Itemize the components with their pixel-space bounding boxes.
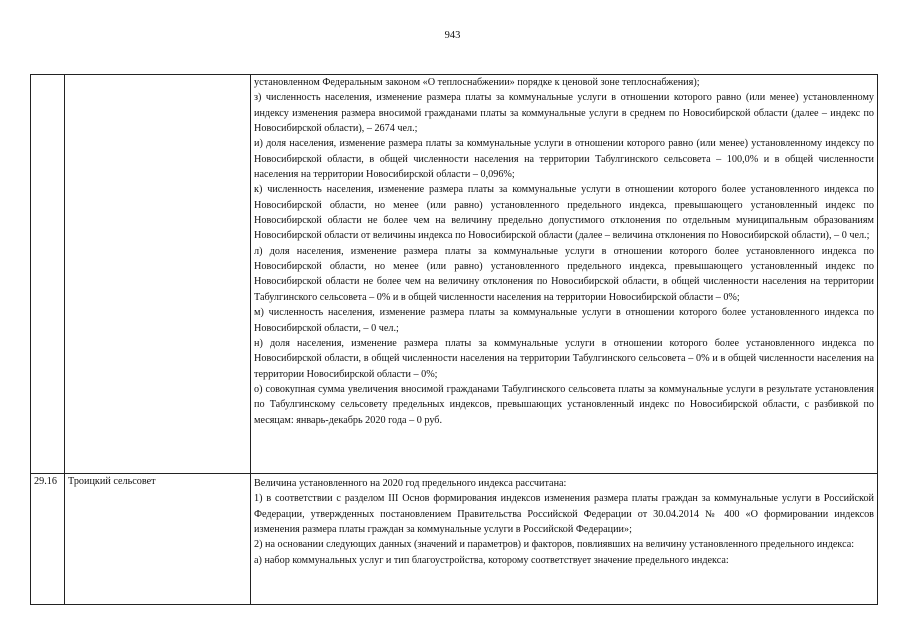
municipality-name-cell: Троицкий сельсовет xyxy=(65,474,251,605)
description-cell xyxy=(251,75,878,474)
paragraph: Величина установленного на 2020 год предельного индекса рассчитана: xyxy=(254,478,567,489)
paragraph: 2) на основании следующих данных (значений и параметров) и факторов, повлиявших на величину установленного предельного индекса: xyxy=(254,539,855,551)
paragraph: н) доля населения, изменение размера платы за коммунальные услуги в отношении которого более установленного индекса по Новосибирской области, в общей численности населения на территории Табулгинского сельсовета – 0% и в общей численности населения на территории Новосибирской области – 0%; xyxy=(254,337,874,380)
municipality-name-cell xyxy=(65,75,251,474)
document-table xyxy=(30,74,878,605)
row-number-cell xyxy=(31,75,65,474)
table-row xyxy=(31,75,878,474)
paragraph: м) численность населения, изменение размера платы за коммунальные услуги в отношении которого более установленного индекса по Новосибирской области, – 0 чел.; xyxy=(254,307,874,334)
paragraph: а) набор коммунальных услуг и тип благоустройства, которому соответствует значение предельного индекса: xyxy=(254,554,729,566)
paragraph: к) численность населения, изменение размера платы за коммунальные услуги в отношении которого более установленного индекса по Новосибирской области, но менее (или равно) установленного предельного индекса, превышающего установленный индекс по Новосибирской области не более чем на величину предельно допустимого отклонения по отдельным муниципальным образованиям Новосибирской области от величины индекса по Новосибирской области (далее – величина отклонения по Новосибирской области), – 0 чел.; xyxy=(254,184,874,242)
paragraph: 1) в соответствии с разделом III Основ формирования индексов изменения размера платы граждан за коммунальные услуги в Российской Федерации, утвержденных постановлением Правительства Российской Федерации от 30.04.2014 № 400 «О формировании индексов изменения размера платы граждан за коммунальные услуги в Российской Федерации»; xyxy=(254,493,874,536)
paragraph: л) доля населения, изменение размера платы за коммунальные услуги в отношении которого более установленного индекса по Новосибирской области, но менее (или равно) установленного предельного индекса, превышающего установленный индекс по Новосибирской области не более чем на величину отклонения по Новосибирской области, в общей численности населения на территории Табулгинского сельсовета – 0% и в общей численности населения на территории Новосибирской области – 0%; xyxy=(254,245,874,303)
paragraph: з) численность населения, изменение размера платы за коммунальные услуги в отношении которого равно (или менее) установленному индексу изменения размера вносимой гражданами платы за коммунальные услуги в среднем по Новосибирской области (далее – индекс по Новосибирской области), – 2674 чел.; xyxy=(254,92,874,135)
description-cell xyxy=(251,474,878,605)
row-number-cell: 29.16 xyxy=(31,474,65,605)
table-row xyxy=(31,474,878,605)
paragraph: о) совокупная сумма увеличения вносимой гражданами Табулгинского сельсовета платы за коммунальные услуги в результате установления по Табулгинскому сельсовету предельных индексов, превышающих установленный индекс по Новосибирской области, с разбивкой по месяцам: январь-декабрь 2020 года – 0 руб. xyxy=(254,383,874,426)
paragraph: установленном Федеральным законом «О теплоснабжении» порядке к ценовой зоне теплоснабжения); xyxy=(254,77,700,88)
page-number: 943 xyxy=(444,30,461,41)
paragraph: и) доля населения, изменение размера платы за коммунальные услуги в отношении которого равно (или менее) установленному индексу по Новосибирской области, в общей численности населения на территории Табулгинского сельсовета – 100,0% и в общей численности населения на территории Новосибирской области – 0,096%; xyxy=(254,138,874,181)
